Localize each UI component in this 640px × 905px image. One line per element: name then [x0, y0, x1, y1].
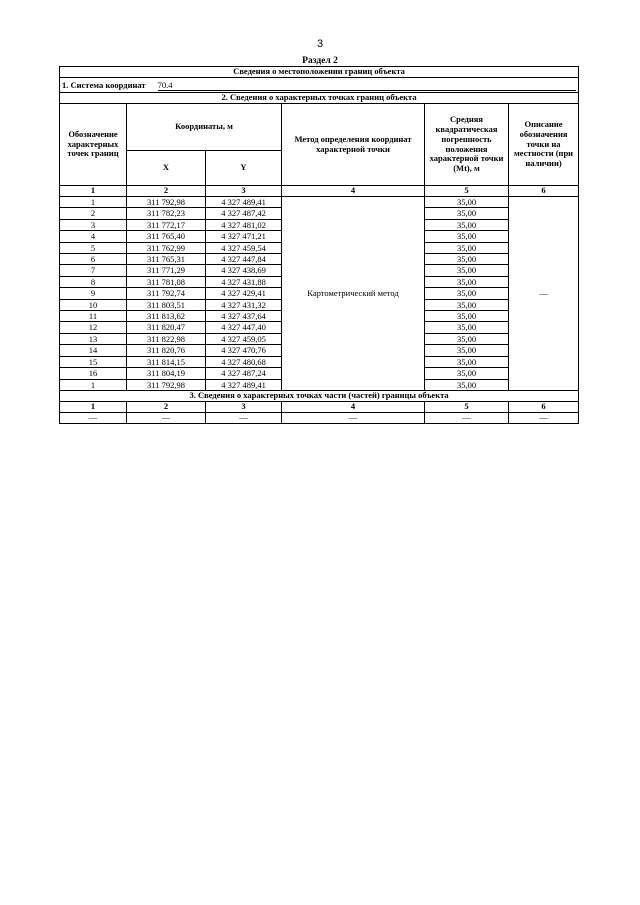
page-number: 3 [316, 38, 324, 50]
header-y: Y [206, 151, 282, 186]
point-x: 311 772,17 [127, 219, 206, 230]
table-title: Сведения о местоположении границ объекта [60, 67, 579, 78]
point-id: 10 [60, 299, 127, 310]
point-y: 4 327 431,32 [206, 299, 282, 310]
point-x: 311 820,47 [127, 322, 206, 333]
point-y: 4 327 447,84 [206, 254, 282, 265]
point-accuracy: 35,00 [425, 219, 509, 230]
point-id: 16 [60, 368, 127, 379]
point-id: 14 [60, 345, 127, 356]
point-y: 4 327 480,68 [206, 356, 282, 367]
point-x: 311 771,29 [127, 265, 206, 276]
section-title: Раздел 2 [302, 56, 338, 66]
point-accuracy: 35,00 [425, 288, 509, 299]
parts-col-number: 6 [509, 401, 579, 412]
point-x: 311 822,98 [127, 333, 206, 344]
point-y: 4 327 487,42 [206, 208, 282, 219]
point-x: 311 762,99 [127, 242, 206, 253]
point-id: 2 [60, 208, 127, 219]
parts-cell: — [425, 412, 509, 423]
parts-cell: — [206, 412, 282, 423]
point-accuracy: 35,00 [425, 368, 509, 379]
point-id: 1 [60, 379, 127, 390]
point-x: 311 792,98 [127, 197, 206, 208]
point-accuracy: 35,00 [425, 276, 509, 287]
point-x: 311 813,62 [127, 311, 206, 322]
coord-system-row [60, 78, 579, 93]
point-x: 311 792,74 [127, 288, 206, 299]
point-x: 311 765,40 [127, 231, 206, 242]
point-accuracy: 35,00 [425, 299, 509, 310]
point-y: 4 327 471,21 [206, 231, 282, 242]
method-cell: Картометрический метод [282, 197, 425, 391]
parts-col-number: 1 [60, 401, 127, 412]
point-accuracy: 35,00 [425, 231, 509, 242]
parts-cell: — [127, 412, 206, 423]
point-accuracy: 35,00 [425, 242, 509, 253]
point-id: 15 [60, 356, 127, 367]
point-id: 8 [60, 276, 127, 287]
point-accuracy: 35,00 [425, 254, 509, 265]
point-y: 4 327 481,02 [206, 219, 282, 230]
table-row [60, 197, 579, 208]
point-id: 5 [60, 242, 127, 253]
header-method: Метод определения координат характерной точки [282, 104, 425, 186]
points-section-title: 2. Сведения о характерных точках границ объекта [60, 93, 579, 104]
coord-system-label: 1. Система координат [62, 79, 146, 90]
point-y: 4 327 459,54 [206, 242, 282, 253]
point-x: 311 804,19 [127, 368, 206, 379]
point-id: 3 [60, 219, 127, 230]
point-accuracy: 35,00 [425, 197, 509, 208]
point-y: 4 327 487,24 [206, 368, 282, 379]
point-y: 4 327 431,88 [206, 276, 282, 287]
parts-cell: — [509, 412, 579, 423]
col-number: 3 [206, 186, 282, 197]
parts-col-number: 3 [206, 401, 282, 412]
parts-col-number: 4 [282, 401, 425, 412]
header-designation: Обозначение характерных точек границ [60, 104, 127, 186]
point-id: 11 [60, 311, 127, 322]
point-y: 4 327 447,40 [206, 322, 282, 333]
point-accuracy: 35,00 [425, 322, 509, 333]
point-y: 4 327 489,41 [206, 197, 282, 208]
parts-col-number: 2 [127, 401, 206, 412]
boundary-table [59, 66, 579, 424]
header-description: Описание обозначения точки на местности (при наличии) [509, 104, 579, 186]
coord-system-value: 70.4 [158, 80, 576, 91]
description-cell: — [509, 197, 579, 391]
point-x: 311 765,31 [127, 254, 206, 265]
header-coordinates: Координаты, м [127, 104, 282, 151]
col-number: 2 [127, 186, 206, 197]
point-id: 1 [60, 197, 127, 208]
point-x: 311 803,51 [127, 299, 206, 310]
parts-cell: — [282, 412, 425, 423]
point-x: 311 814,15 [127, 356, 206, 367]
point-y: 4 327 437,64 [206, 311, 282, 322]
header-x: X [127, 151, 206, 186]
header-accuracy: Средняя квадратическая погрешность положения характерной точки (Mt), м [425, 104, 509, 186]
col-number: 1 [60, 186, 127, 197]
point-accuracy: 35,00 [425, 356, 509, 367]
point-accuracy: 35,00 [425, 265, 509, 276]
point-accuracy: 35,00 [425, 311, 509, 322]
point-id: 13 [60, 333, 127, 344]
point-accuracy: 35,00 [425, 208, 509, 219]
col-number: 6 [509, 186, 579, 197]
point-x: 311 820,76 [127, 345, 206, 356]
point-id: 12 [60, 322, 127, 333]
point-id: 9 [60, 288, 127, 299]
col-number: 4 [282, 186, 425, 197]
point-x: 311 782,23 [127, 208, 206, 219]
point-x: 311 792,98 [127, 379, 206, 390]
point-y: 4 327 470,76 [206, 345, 282, 356]
point-y: 4 327 429,41 [206, 288, 282, 299]
point-accuracy: 35,00 [425, 345, 509, 356]
point-y: 4 327 489,41 [206, 379, 282, 390]
parts-section-title: 3. Сведения о характерных точках части (частей) границы объекта [60, 390, 579, 401]
point-id: 7 [60, 265, 127, 276]
parts-cell: — [60, 412, 127, 423]
point-id: 4 [60, 231, 127, 242]
col-number: 5 [425, 186, 509, 197]
point-x: 311 781,08 [127, 276, 206, 287]
parts-col-number: 5 [425, 401, 509, 412]
point-accuracy: 35,00 [425, 333, 509, 344]
point-id: 6 [60, 254, 127, 265]
point-y: 4 327 459,05 [206, 333, 282, 344]
point-y: 4 327 438,69 [206, 265, 282, 276]
point-accuracy: 35,00 [425, 379, 509, 390]
